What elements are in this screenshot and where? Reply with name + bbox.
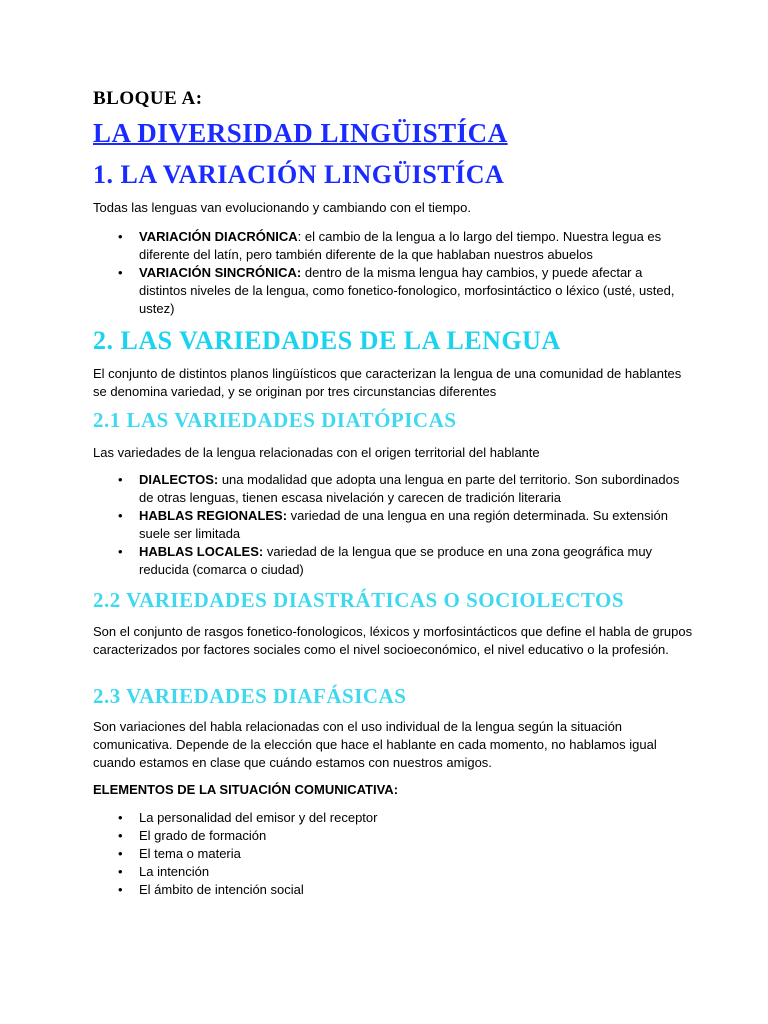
list-item-term: DIALECTOS: <box>139 472 219 487</box>
list-item-term: VARIACIÓN DIACRÓNICA <box>139 229 298 244</box>
section-2-3-heading: 2.3 VARIEDADES DIAFÁSICAS <box>93 684 407 708</box>
section-2-2-heading: 2.2 VARIEDADES DIASTRÁTICAS O SOCIOLECTOS <box>93 588 625 612</box>
section-1-intro: Todas las lenguas van evolucionando y cambiando con el tiempo. <box>93 200 471 215</box>
list-item <box>93 543 693 579</box>
elements-heading: ELEMENTOS DE LA SITUACIÓN COMUNICATIVA: <box>93 782 399 797</box>
main-title: LA DIVERSIDAD LINGÜISTÍCA <box>93 118 508 148</box>
section-2-intro: El conjunto de distintos planos lingüísticos que caracterizan la lengua de una comunidad de hablantes se denomina variedad, y se originan por tres circunstancias diferentes <box>93 366 682 399</box>
list-item <box>93 507 693 543</box>
bullet-icon: • <box>118 229 123 244</box>
list-item-text: El ámbito de intención social <box>139 882 304 897</box>
list-item <box>93 264 693 318</box>
list-item <box>93 881 693 899</box>
section-2-1-heading: 2.1 LAS VARIEDADES DIATÓPICAS <box>93 408 457 432</box>
bullet-icon: • <box>118 882 123 897</box>
bullet-icon: • <box>118 864 123 879</box>
list-item-term: HABLAS LOCALES: <box>139 544 264 559</box>
bullet-icon: • <box>118 265 123 280</box>
list-item-text: variedad de una lengua en una región determinada. Su extensión suele ser limitada <box>139 508 668 541</box>
section-2-1-list <box>93 471 693 579</box>
list-item-text: una modalidad que adopta una lengua en parte del territorio. Son subordinados de otras lenguas, tienen escasa nivelación y carecen de tradición literaria <box>139 472 680 505</box>
list-item-text: El tema o materia <box>139 846 241 861</box>
list-item-text: El grado de formación <box>139 828 267 843</box>
list-item <box>93 863 693 881</box>
section-1-list <box>93 228 693 318</box>
section-1-heading: 1. LA VARIACIÓN LINGÜISTÍCA <box>93 160 505 189</box>
section-2-1-intro: Las variedades de la lengua relacionadas con el origen territorial del hablante <box>93 445 540 460</box>
list-item <box>93 845 693 863</box>
section-2-heading: 2. LAS VARIEDADES DE LA LENGUA <box>93 326 561 355</box>
list-item-text: La personalidad del emisor y del receptor <box>139 810 378 825</box>
list-item <box>93 809 693 827</box>
list-item-text: La intención <box>139 864 210 879</box>
bullet-icon: • <box>118 472 123 487</box>
section-2-3-intro: Son variaciones del habla relacionadas con el uso individual de la lengua según la situación comunicativa. Depende de la elección que hace el hablante en cada momento, no hablamos igual cuando estamos en clase que cuándo estamos con nuestros amigos. <box>93 719 657 770</box>
list-item <box>93 228 693 264</box>
list-item-text: variedad de la lengua que se produce en una zona geográfica muy reducida (comarca o ciudad) <box>139 544 653 577</box>
bullet-icon: • <box>118 846 123 861</box>
list-item-term: VARIACIÓN SINCRÓNICA: <box>139 265 302 280</box>
list-item-term: HABLAS REGIONALES: <box>139 508 288 523</box>
bullet-icon: • <box>118 810 123 825</box>
section-2-2-intro: Son el conjunto de rasgos fonetico-fonologicos, léxicos y morfosintácticos que define el habla de grupos caracterizados por factores sociales como el nivel socioeconómico, el nivel educativo o la profesión. <box>93 624 693 657</box>
list-item-text: : el cambio de la lengua a lo largo del tiempo. Nuestra legua es diferente del latín, pero también diferente de la que hablaban nuestros abuelos <box>139 229 662 262</box>
bullet-icon: • <box>118 828 123 843</box>
list-item-text: dentro de la misma lengua hay cambios, y puede afectar a distintos niveles de la lengua, como fonetico-fonologico, morfosintáctico o léxico (usté, usted, ustez) <box>139 265 675 316</box>
bullet-icon: • <box>118 508 123 523</box>
bullet-icon: • <box>118 544 123 559</box>
elements-list <box>93 809 693 899</box>
list-item <box>93 471 693 507</box>
block-label: BLOQUE A: <box>93 88 203 109</box>
list-item <box>93 827 693 845</box>
